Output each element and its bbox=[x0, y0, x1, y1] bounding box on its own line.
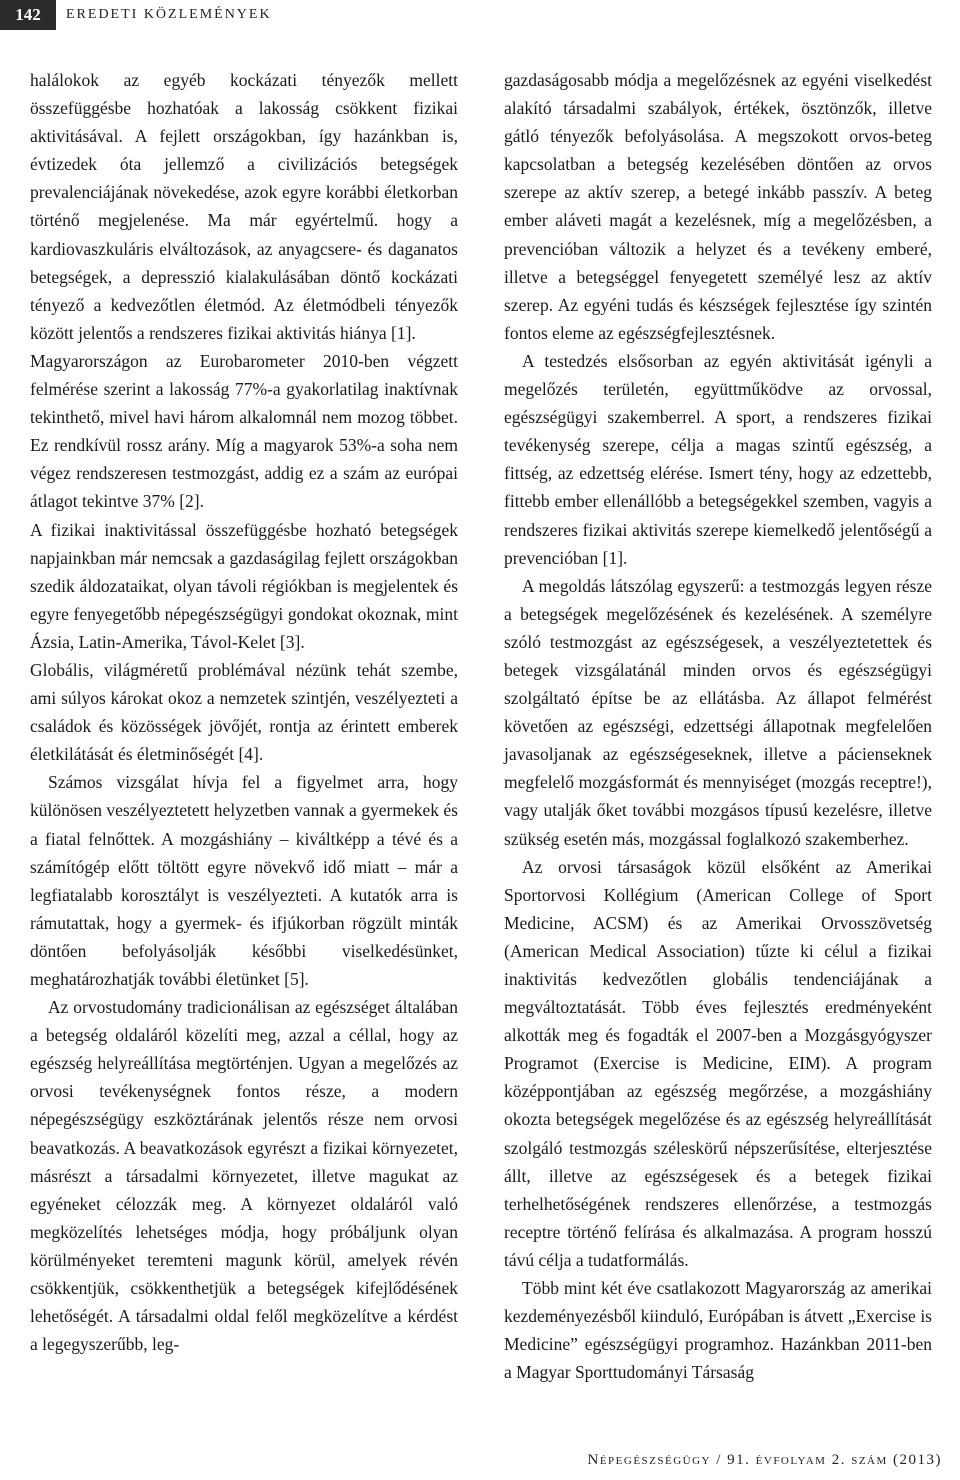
section-label: EREDETI KÖZLEMÉNYEK bbox=[66, 7, 272, 22]
paragraph: Magyarországon az Eurobarometer 2010-ben végzett felmérése szerint a lakosság 77%-a gyakorlatilag inaktívnak tekinthető, mivel havi három alkalomnál nem mozog többet. Ez rendkívül rossz arány. Míg a magyarok 53%-a soha nem végez rendszeresen testmozgást, addig ez a szám az európai átlagot tekintve 37% [2]. bbox=[30, 350, 458, 512]
paragraph: Az orvosi társaságok közül elsőként az Amerikai Sportorvosi Kollégium (American College of Sport Medicine, ACSM) és az Amerikai Orvosszövetség (American Medical Association) tűzte ki célul a fizikai inaktivitás kedvezőtlen globális tendenciájának a megváltoztatását. Több éves fejlesztés eredményeként alkották meg és fogadták el 2007-ben a Mozgásgyógyszer Programot (Exercise is Medicine, EIM). A program középpontjában az egészség megőrzése, a mozgáshiány okozta betegségek megelőzése és az egészség helyreállítását szolgáló testmozgás széleskörű népszerűsítése, elterjesztése állt, illetve az egészségesek és a betegek fizikai terhelhetőségének rendszeres ellenőrzése, a testmozgás receptre történő felírása és alkalmazása. A program hosszú távú célja a tudatformálás. bbox=[504, 856, 932, 1270]
page-header bbox=[0, 0, 960, 30]
paragraph: A megoldás látszólag egyszerű: a testmozgás legyen része a betegségek megelőzésének és kezelésének. A személyre szóló testmozgást az egészségesek, a veszélyeztetettek és betegek vizsgálatánál minden orvos és egészségügyi szolgáltató építse be az ellátásba. Az állapot felmérést követően az egészségi, edzettségi állapotnak megfelelően javasoljanak az egészségeseknek, illetve a pácienseknek megfelelő mozgásformát és mennyiséget (mozgás receptre!), vagy utalják őket további mozgásos típusú kezelésre, illetve szükség esetén más, mozgással foglalkozó szakemberhez. bbox=[504, 575, 932, 849]
paragraph: Globális, világméretű problémával nézünk tehát szembe, ami súlyos károkat okoz a nemzetek szintjén, veszélyezteti a családok és közösségek jövőjét, rontja az érintett emberek életkilátását és életminőségét [4]. bbox=[30, 659, 458, 765]
page-number: 142 bbox=[0, 0, 56, 30]
paragraph: Több mint két éve csatlakozott Magyarország az amerikai kezdeményezésből kiinduló, Európában is átvett „Exercise is Medicine” egészségügyi programhoz. Hazánkban 2011-ben a Magyar Sporttudományi Társaság bbox=[504, 1278, 932, 1383]
paragraph: A fizikai inaktivitással összefüggésbe hozható betegségek napjainkban már nemcsak a gazdaságilag fejlett országokban szedik áldozataikat, olyan távoli régiókban is megjelentek és egyre fenyegetőbb népegészségügyi gondokat okoznak, mint Ázsia, Latin-Amerika, Távol-Kelet [3]. bbox=[30, 519, 458, 652]
left-column bbox=[30, 66, 458, 1358]
paragraph: halálokok az egyéb kockázati tényezők mellett összefüggésbe hozhatóak a lakosság csökkent fizikai aktivitásával. A fejlett országokban, így hazánkban is, évtizedek óta jellemző a civilizációs betegségek prevalenciájának növekedése, azok egyre korábbi életkorban történő megjelenése. Ma már egyértelmű. hogy a kardiovaszkuláris elváltozások, az anyagcsere- és daganatos betegségek, a depresszió kialakulásában döntő kockázati tényező a kedvezőtlen életmód. Az életmódbeli tényezők között jelentős a rendszeres fizikai aktivitás hiánya [1]. bbox=[30, 70, 458, 343]
journal-footer: Népegészségügy / 91. évfolyam 2. szám (2013) bbox=[587, 1452, 942, 1468]
paragraph: Számos vizsgálat hívja fel a figyelmet arra, hogy különösen veszélyeztetett helyzetben vannak a gyermekek és a fiatal felnőttek. A mozgáshiány – kiváltképp a tévé és a számítógép előtt töltött egyre növekvő idő miatt – már a legfiatalabb korosztályt is veszélyezteti. A kutatók arra is rámutattak, hogy a gyermek- és ifjúkorban rögzült minták döntően befolyásolják későbbi viselkedésünket, meghatározhatják további életünket [5]. bbox=[30, 772, 458, 989]
paragraph: gazdaságosabb módja a megelőzésnek az egyéni viselkedést alakító társadalmi szabályok, értékek, ösztönzők, illetve gátló tényezők befolyásolása. A megszokott orvos-beteg kapcsolatban a betegség kezelésében döntően az orvos szerepe az aktív szerep, a betegé inkább passzív. A beteg ember aláveti magát a kezelésnek, míg a megelőzésben, a prevencióban változik a helyzet és a tevékeny emberé, illetve a betegséggel fenyegetett személyé lesz az aktív szerep. Az egyéni tudás és készségek fejlesztése így szintén fontos eleme az egészségfejlesztésnek. bbox=[504, 70, 932, 343]
paragraph: A testedzés elsősorban az egyén aktivitását igényli a megelőzés területén, együttműködve az orvossal, egészségügyi szakemberrel. A sport, a rendszeres fizikai tevékenység szerepe, célja a magas szintű egészség, a fittség, az edzettség elérése. Ismert tény, hogy az edzettebb, fittebb ember ellenállóbb a betegségekkel szemben, vagyis a rendszeres fizikai aktivitás szerepe kiemelkedő jelentőségű a prevencióban [1]. bbox=[504, 350, 932, 568]
paragraph: Az orvostudomány tradicionálisan az egészséget általában a betegség oldaláról közelíti meg, azzal a céllal, hogy az egészség helyreállítása megtörténjen. Ugyan a megelőzés az orvosi tevékenységnek fontos része, a modern népegészségügy eszköztárának jelentős része nem orvosi beavatkozás. A beavatkozások egyrészt a fizikai környezetet, másrészt a társadalmi környezetet, illetve magukat az egyéneket célozzák meg. A környezet oldaláról való megközelítés lehetséges módja, hogy próbáljunk olyan körülményeket teremteni magunk körül, amelyek révén csökkentjük, csökkenthetjük a betegségek kifejlődésének lehetőségét. A társadalmi oldal felől megközelítve a kérdést a legegyszerűbb, leg- bbox=[30, 997, 458, 1355]
right-column bbox=[504, 66, 932, 1386]
